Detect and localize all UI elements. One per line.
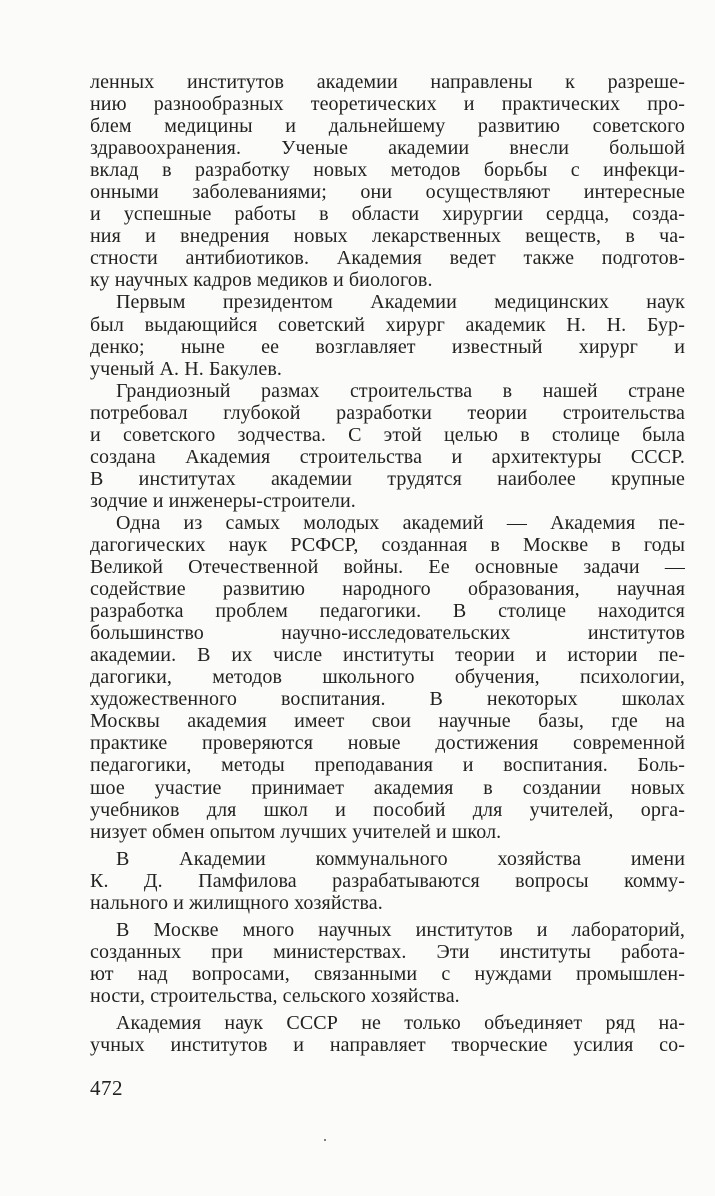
paragraph-first-line: В Москве много научных институтов и лабораторий, (116, 918, 685, 941)
text-line: стности антибиотиков. Академия ведет также подготов- (90, 247, 685, 270)
text-line: и советского зодчества. С этой целью в столице была (90, 423, 685, 446)
text-line: содействие развитию народного образования, научная (90, 578, 685, 601)
text-line: художественного воспитания. В некоторых школах (90, 688, 685, 711)
text-line: педагогики, методы преподавания и воспитания. Боль- (90, 754, 685, 777)
text-line: блем медицины и дальнейшему развитию советского (90, 115, 685, 138)
text-line: зодчие и инженеры-строители. (90, 489, 356, 512)
text-line: шое участие принимает академия в создании новых (90, 776, 685, 799)
text-line: онными заболеваниями; они осуществляют интересные (90, 181, 685, 204)
text-line: большинство научно-исследовательских институтов (90, 622, 685, 645)
text-line: нию разнообразных теоретических и практических про- (90, 93, 685, 116)
text-line: Великой Отечественной войны. Ее основные задачи — (90, 556, 685, 579)
paper-speck (324, 1139, 326, 1141)
text-line: ют над вопросами, связанными с нуждами промышлен- (90, 962, 685, 985)
text-line: дагогики, методов школьного обучения, психологии, (90, 666, 685, 689)
text-line: Москвы академия имеет свои научные базы, где на (90, 710, 685, 733)
paragraph-first-line: Академия наук СССР не только объединяет ряд на- (116, 1011, 685, 1034)
text-line: ности, строительства, сельского хозяйства. (90, 984, 460, 1007)
paragraph-first-line: Грандиозный размах строительства в нашей стране (116, 379, 685, 402)
text-line: ния и внедрения новых лекарственных веществ, в ча- (90, 225, 685, 248)
paragraph-first-line: В Академии коммунального хозяйства имени (116, 847, 685, 870)
text-line: создана Академия строительства и архитектуры СССР. (90, 445, 685, 468)
text-line: дагогических наук РСФСР, созданная в Москве в годы (90, 533, 685, 556)
page-number: 472 (90, 1076, 123, 1100)
text-line: нального и жилищного хозяйства. (90, 891, 383, 914)
text-line: разработка проблем педагогики. В столице находится (90, 600, 685, 623)
paragraph-first-line: Первым президентом Академии медицинских наук (116, 291, 685, 314)
text-line: низует обмен опытом лучших учителей и школ. (90, 820, 502, 843)
text-line: и успешные работы в области хирургии сердца, созда- (90, 203, 685, 226)
text-line: созданных при министерствах. Эти институты работа- (90, 940, 685, 963)
paragraph-first-line: Одна из самых молодых академий — Академия пе- (116, 511, 685, 534)
text-line: ленных институтов академии направлены к разреше- (90, 71, 685, 93)
text-line: учных институтов и направляет творческие усилия со- (90, 1034, 685, 1057)
text-line: ученый А. Н. Бакулев. (90, 357, 282, 380)
text-line: был выдающийся советский хирург академик Н. Н. Бур- (90, 313, 685, 336)
text-line: практике проверяются новые достижения современной (90, 732, 685, 755)
text-line: денко; ныне ее возглавляет известный хирург и (90, 335, 685, 358)
text-line: учебников для школ и пособий для учителей, орга- (90, 798, 685, 821)
text-line: здравоохранения. Ученые академии внесли большой (90, 137, 685, 160)
text-line: В институтах академии трудятся наиболее крупные (90, 467, 685, 490)
text-line: ку научных кадров медиков и биологов. (90, 269, 433, 292)
text-line: академии. В их числе институты теории и истории пе- (90, 644, 685, 667)
text-line: К. Д. Памфилова разрабатываются вопросы комму- (90, 869, 685, 892)
text-line: потребовал глубокой разработки теории строительства (90, 401, 685, 424)
page-body (90, 71, 685, 1056)
text-line: вклад в разработку новых методов борьбы с инфекци- (90, 159, 685, 182)
